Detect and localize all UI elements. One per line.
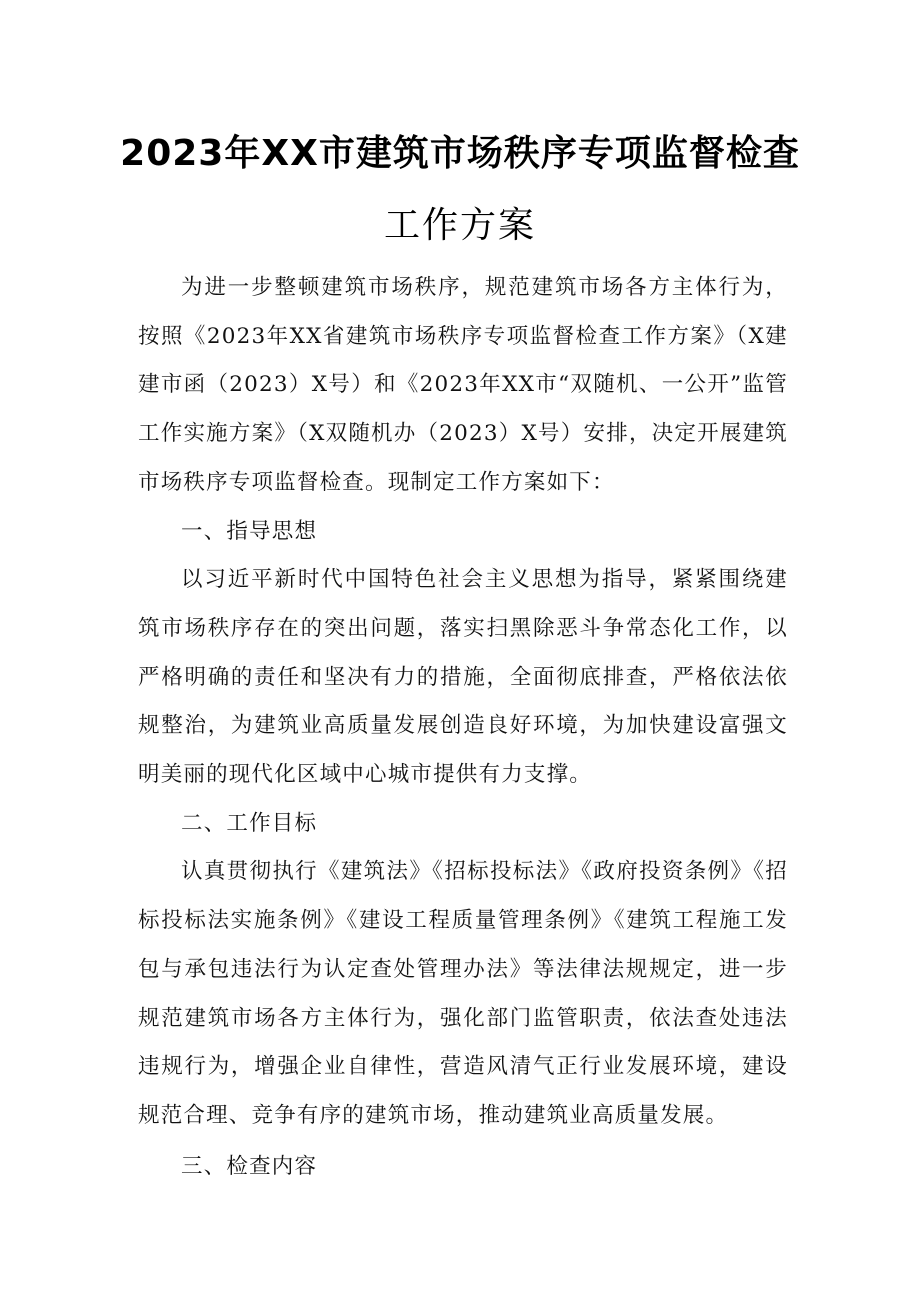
section-heading-inspection-content: 三、检查内容 [181, 1153, 318, 1179]
document-body [138, 264, 788, 1191]
intro-paragraph: 为进一步整顿建筑市场秩序，规范建筑市场各方主体行为，按照《2023年XX省建筑市场秩序专项监督检查工作方案》（X建建市函（2023）X号）和《2023年XX市“双随机、一公开”监管工作实施方案》（X双随机办（2023）X号）安排，决定开展建筑市场秩序专项监督检查。现制定工作方案如下： [138, 275, 788, 495]
guiding-ideology-paragraph: 以习近平新时代中国特色社会主义思想为指导，紧紧围绕建筑市场秩序存在的突出问题，落实扫黑除恶斗争常态化工作，以严格明确的责任和坚决有力的措施，全面彻底排查，严格依法依规整治，为建筑业高质量发展创造良好环境，为加快建设富强文明美丽的现代化区域中心城市提供有力支撑。 [138, 567, 788, 788]
section-heading-work-goals: 二、工作目标 [181, 810, 318, 836]
document-title-line1: 2023年XX市建筑市场秩序专项监督检查 [120, 133, 800, 174]
work-goals-paragraph: 认真贯彻执行《建筑法》《招标投标法》《政府投资条例》《招标投标法实施条例》《建设工程质量管理条例》《建筑工程施工发包与承包违法行为认定查处管理办法》等法律法规规定，进一步规范建筑市场各方主体行为，强化部门监管职责，依法查处违法违规行为，增强企业自律性，营造风清气正行业发展环境，建设规范合理、竞争有序的建筑市场，推动建筑业高质量发展。 [138, 859, 788, 1128]
section-heading-guiding-ideology: 一、指导思想 [181, 518, 318, 544]
document-title-line2: 工作方案 [383, 205, 536, 246]
